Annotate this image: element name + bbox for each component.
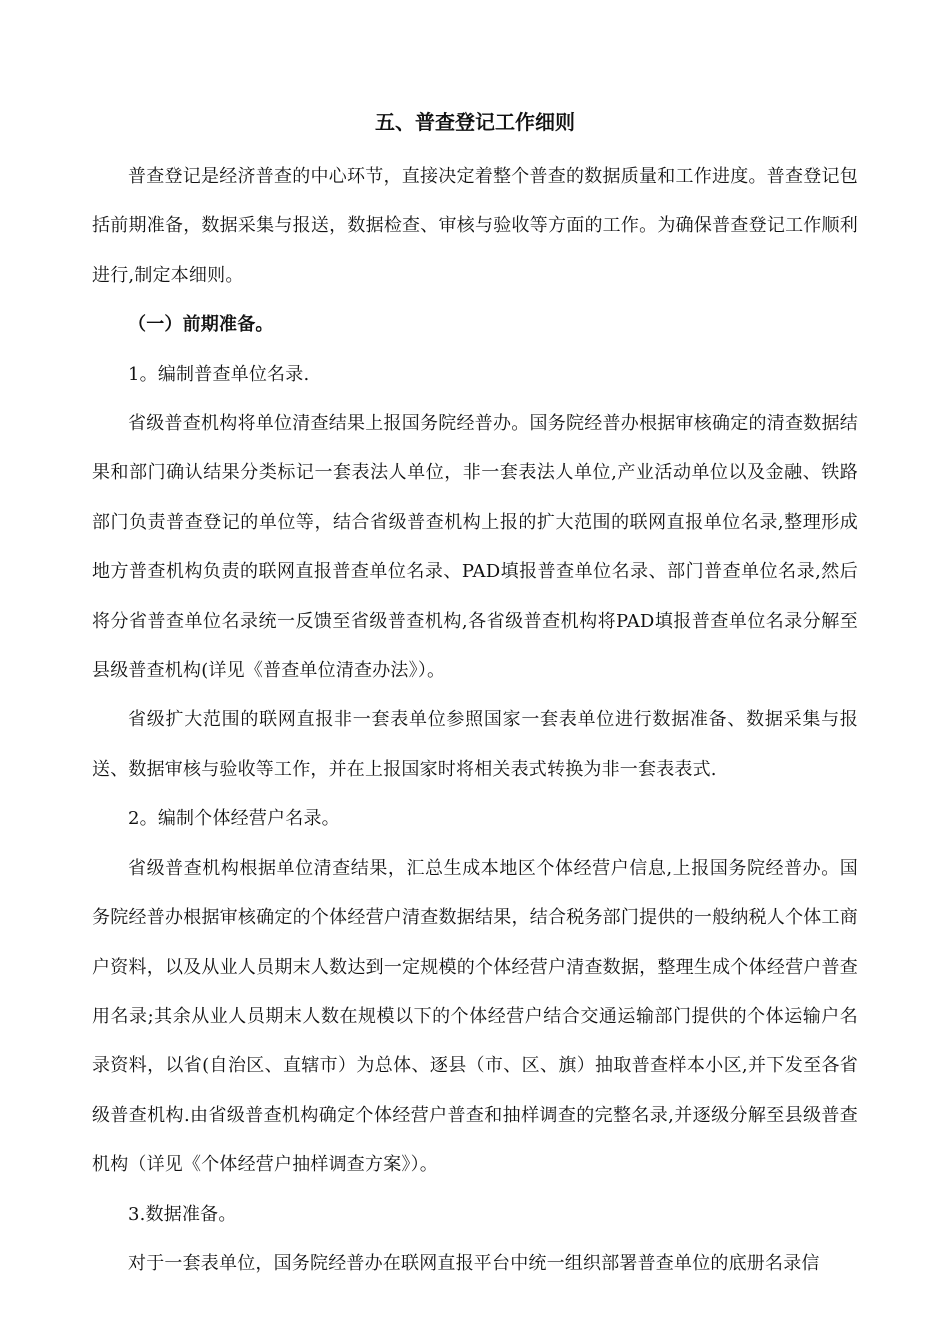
section-heading-preparation: （一）前期准备。 xyxy=(128,314,274,336)
paragraph-extended-scope: 省级扩大范围的联网直报非一套表单位参照国家一套表单位进行数据准备、数据采集与报送、数据审核与验收等工作，并在上报国家时将相关表式转换为非一套表表式. xyxy=(92,709,858,780)
subsection-heading-unit-directory: 1。编制普查单位名录. xyxy=(128,363,310,385)
paragraph-household-directory: 省级普查机构根据单位清查结果，汇总生成本地区个体经营户信息,上报国务院经普办。国务院经普办根据审核确定的个体经营户清查数据结果，结合税务部门提供的一般纳税人个体工商户资料，以及从业人员期末人数达到一定规模的个体经营户清查数据，整理生成个体经营户普查用名录;其余从业人员期末人数在规模以下的个体经营户结合交通运输部门提供的个体运输户名录资料，以省(自治区、直辖市）为总体、逐县（市、区、旗）抽取普查样本小区,并下发至各省级普查机构.由省级普查机构确定个体经营户普查和抽样调查的完整名录,并逐级分解至县级普查机构（详见《个体经营户抽样调查方案》）。 xyxy=(92,857,858,1176)
paragraph-data-preparation: 对于一套表单位，国务院经普办在联网直报平台中统一组织部署普查单位的底册名录信 xyxy=(128,1252,820,1274)
document-title: 五、普查登记工作细则 xyxy=(375,110,575,134)
paragraph-unit-directory: 省级普查机构将单位清查结果上报国务院经普办。国务院经普办根据审核确定的清查数据结果和部门确认结果分类标记一套表法人单位，非一套表法人单位,产业活动单位以及金融、铁路部门负责普查登记的单位等，结合省级普查机构上报的扩大范围的联网直报单位名录,整理形成地方普查机构负责的联网直报普查单位名录、PAD填报普查单位名录、部门普查单位名录,然后将分省普查单位名录统一反馈至省级普查机构,各省级普查机构将PAD填报普查单位名录分解至县级普查机构(详见《普查单位清查办法》）。 xyxy=(92,413,858,682)
paragraph-intro: 普查登记是经济普查的中心环节，直接决定着整个普查的数据质量和工作进度。普查登记包括前期准备，数据采集与报送，数据检查、审核与验收等方面的工作。为确保普查登记工作顺利进行,制定本细则。 xyxy=(92,166,858,286)
subsection-heading-data-preparation: 3.数据准备。 xyxy=(128,1203,237,1225)
subsection-heading-household-directory: 2。编制个体经营户名录。 xyxy=(128,808,340,830)
